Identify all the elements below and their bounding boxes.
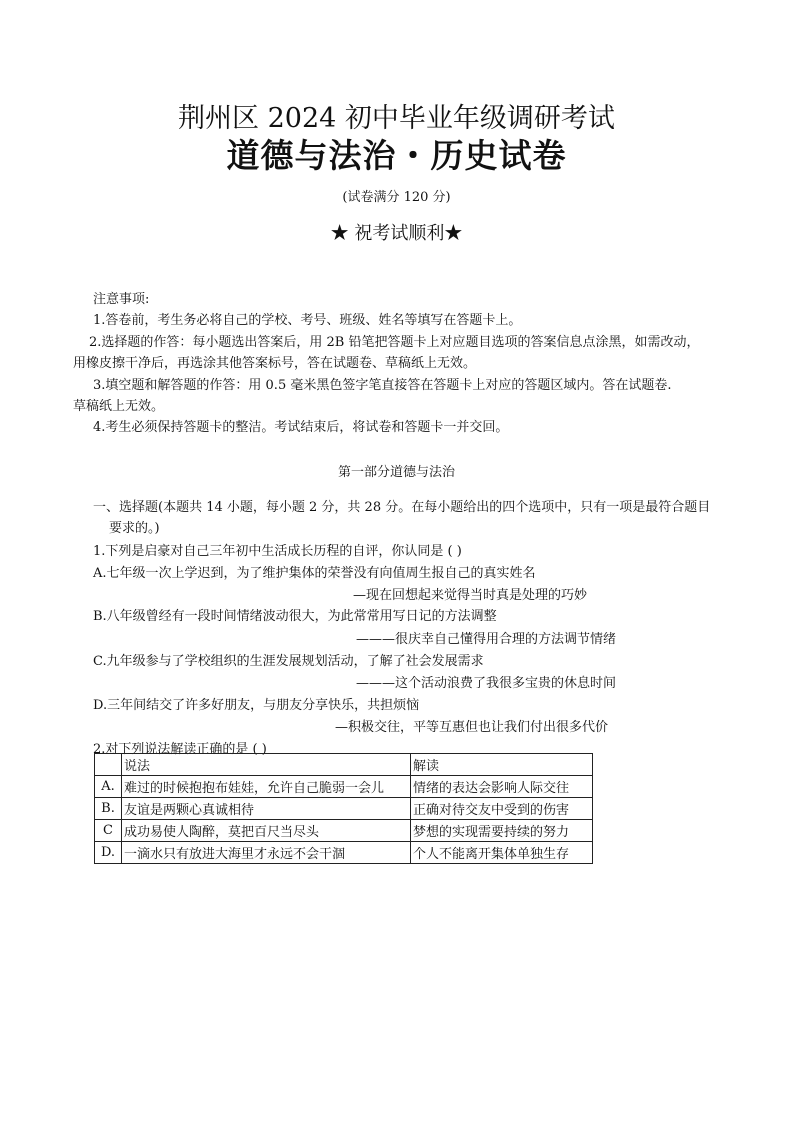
option-b-comment: ———很庆幸自己懂得用合理的方法调节情绪 <box>356 632 617 647</box>
table-cell: B. <box>95 798 122 820</box>
question-2-stem: 2.对下列说法解读正确的是 ( ) <box>93 742 267 757</box>
note-item: 1.答卷前，考生务必将自己的学校、考号、班级、姓名等填写在答题卡上。 <box>93 313 522 328</box>
option-c-comment: ———这个活动浪费了我很多宝贵的休息时间 <box>356 676 617 691</box>
table-row <box>95 776 593 798</box>
table-cell: 个人不能离开集体单独生存 <box>411 842 593 864</box>
option-b-text: B.八年级曾经有一段时间情绪波动很大，为此常常用写日记的方法调整 <box>93 609 497 624</box>
table-cell: 梦想的实现需要持续的努力 <box>411 820 593 842</box>
note-item: 4.考生必须保持答题卡的整洁。考试结束后，将试卷和答题卡一并交回。 <box>93 420 509 435</box>
table-cell: D. <box>95 842 122 864</box>
exam-title-line2: 道德与法治・历史试卷 <box>226 136 567 175</box>
table-cell: A. <box>95 776 122 798</box>
table-cell: 难过的时候抱抱布娃娃，允许自己脆弱一会儿 <box>122 776 411 798</box>
question-1-stem: 1.下列是启豪对自己三年初中生活成长历程的自评，你认同是 ( ) <box>93 544 462 559</box>
score-note: (试卷满分 120 分) <box>342 190 451 205</box>
table-row <box>95 820 593 842</box>
note-item: 2.选择题的作答：每小题选出答案后，用 2B 铅笔把答题卡上对应题目选项的答案信息点涂黑，如需改动， <box>89 335 700 350</box>
note-item: 3.填空题和解答题的作答：用 0.5 毫米黑色签字笔直接答在答题卡上对应的答题区域内。答在试题卷. <box>93 378 672 393</box>
table-row <box>95 798 593 820</box>
question-2-table <box>94 753 593 864</box>
notes-heading: 注意事项: <box>93 292 150 307</box>
table-cell: 友谊是两颗心真诚相待 <box>122 798 411 820</box>
table-cell: 一滴水只有放进大海里才永远不会干涸 <box>122 842 411 864</box>
option-d-text: D.三年间结交了许多好朋友，与朋友分享快乐，共担烦恼 <box>93 698 420 713</box>
table-cell: 情绪的表达会影响人际交往 <box>411 776 593 798</box>
option-d-comment: —积极交往，平等互惠但也让我们付出很多代价 <box>335 720 609 735</box>
exam-title-line1: 荆州区 2024 初中毕业年级调研考试 <box>178 103 615 134</box>
table-cell: 成功易使人陶醉，莫把百尺当尽头 <box>122 820 411 842</box>
table-cell: C <box>95 820 122 842</box>
table-header-cell: 解读 <box>411 754 593 776</box>
option-c-text: C.九年级参与了学校组织的生涯发展规划活动，了解了社会发展需求 <box>93 654 484 669</box>
part-title: 第一部分道德与法治 <box>337 465 455 480</box>
section-instructions: 一、选择题(本题共 14 小题，每小题 2 分，共 28 分。在每小题给出的四个选项中，只有一项是最符合题目 <box>93 500 711 515</box>
section-instructions-cont: 要求的。) <box>109 521 160 536</box>
table-header-cell <box>95 754 122 776</box>
note-item: 草稿纸上无效。 <box>73 399 165 414</box>
table-row <box>95 842 593 864</box>
option-a-text: A.七年级一次上学迟到，为了维护集体的荣誉没有向值周生报自己的真实姓名 <box>93 566 536 581</box>
table-header-cell: 说法 <box>122 754 411 776</box>
table-header-row <box>95 754 593 776</box>
table-cell: 正确对待交友中受到的伤害 <box>411 798 593 820</box>
good-luck-wish: ★ 祝考试顺利★ <box>330 223 463 244</box>
note-item: 用橡皮擦干净后，再选涂其他答案标号，答在试题卷、草稿纸上无效。 <box>73 356 477 371</box>
option-a-comment: —现在回想起来觉得当时真是处理的巧妙 <box>353 588 588 603</box>
